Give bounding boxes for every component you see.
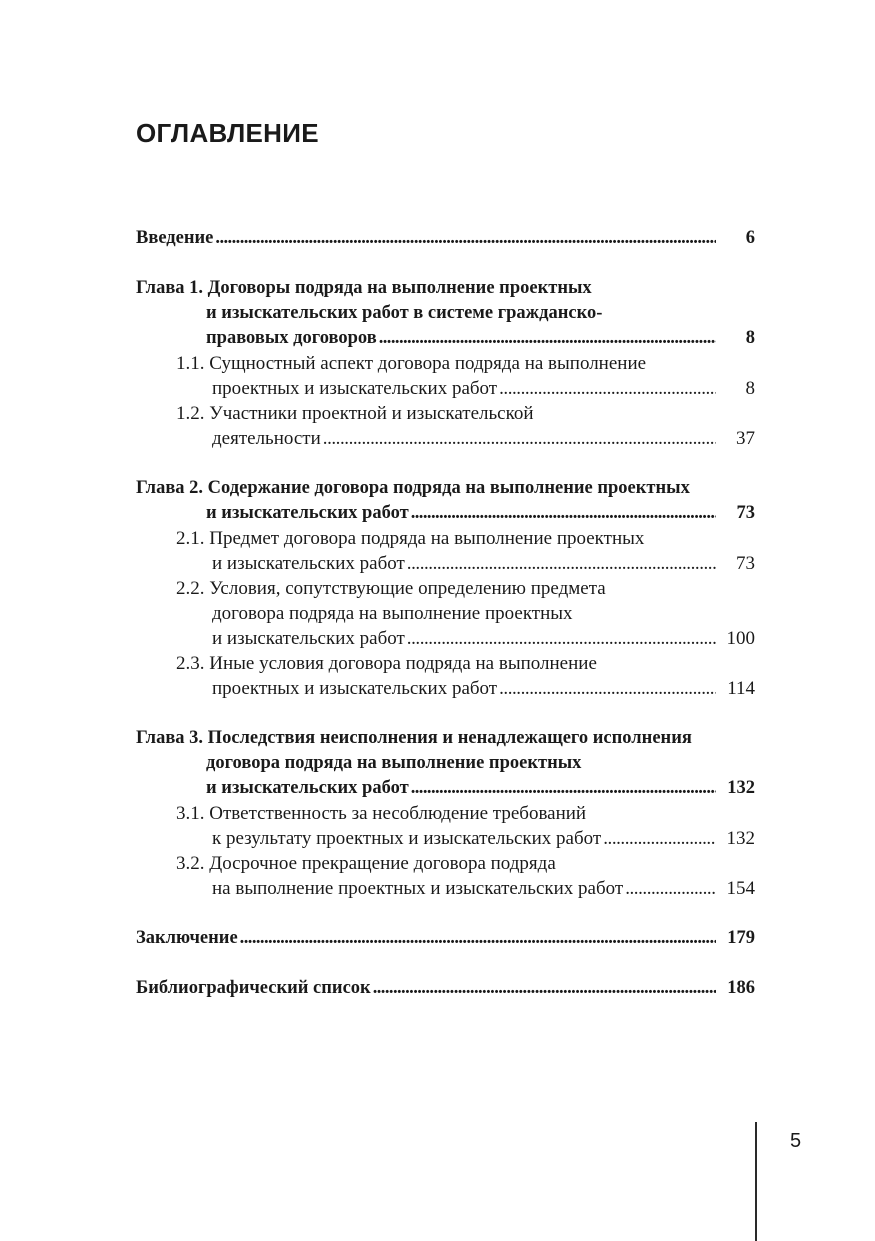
- toc-entry-label: Заключение: [136, 928, 238, 948]
- toc-section-title-line: 3.2. Досрочное прекращение договора подряда: [176, 853, 556, 874]
- toc-section-title-line: проектных и изыскательских работ: [212, 678, 498, 699]
- toc-section-2-3[interactable]: [136, 651, 755, 701]
- toc-entry-intro[interactable]: [136, 226, 755, 251]
- toc-page-number: 73: [736, 503, 755, 523]
- toc-chapter-3[interactable]: [136, 726, 755, 801]
- toc-page-number: 8: [745, 378, 755, 399]
- dot-leader: [373, 976, 716, 1001]
- dot-leader: [215, 226, 716, 251]
- toc-page-number: 8: [745, 328, 755, 348]
- toc-entry-bibliography[interactable]: [136, 976, 755, 1001]
- toc-section-title-line: 1.2. Участники проектной и изыскательской: [176, 403, 534, 424]
- toc-section-title-line: 2.1. Предмет договора подряда на выполнение проектных: [176, 528, 645, 549]
- toc-entry-label: Введение: [136, 228, 214, 248]
- toc-page-number: 100: [726, 628, 755, 649]
- toc-chapter-title-line: правовых договоров: [206, 328, 377, 348]
- toc-section-title-line: деятельности: [212, 428, 321, 449]
- toc-chapter-1[interactable]: [136, 276, 755, 351]
- toc-chapter-title-line: и изыскательских работ в системе гражданско-: [206, 303, 603, 323]
- toc-chapter-title-line: Глава 2. Содержание договора подряда на выполнение проектных: [136, 478, 690, 498]
- toc-section-2-2[interactable]: [136, 576, 755, 651]
- table-of-contents: [136, 226, 755, 1001]
- toc-section-title-line: 2.3. Иные условия договора подряда на выполнение: [176, 653, 597, 674]
- dot-leader: [411, 776, 716, 801]
- toc-section-title-line: и изыскательских работ: [212, 628, 405, 649]
- toc-chapter-title-line: и изыскательских работ: [206, 778, 409, 798]
- dot-leader: [625, 876, 716, 901]
- dot-leader: [379, 326, 716, 351]
- toc-chapter-2[interactable]: [136, 476, 755, 526]
- toc-page-number: 132: [726, 828, 755, 849]
- toc-section-1-1[interactable]: [136, 351, 755, 401]
- dot-leader: [603, 826, 716, 851]
- toc-chapter-title-line: Глава 3. Последствия неисполнения и ненадлежащего исполнения: [136, 728, 692, 748]
- toc-section-title-line: 3.1. Ответственность за несоблюдение требований: [176, 803, 587, 824]
- toc-page-number: 154: [726, 878, 755, 899]
- toc-section-title-line: и изыскательских работ: [212, 553, 405, 574]
- dot-leader: [499, 676, 716, 701]
- toc-entry-label: Библиографический список: [136, 978, 371, 998]
- dot-leader: [407, 626, 716, 651]
- toc-section-title-line: к результату проектных и изыскательских работ: [212, 828, 602, 849]
- toc-section-title-line: 1.1. Сущностный аспект договора подряда на выполнение: [176, 353, 647, 374]
- page-title: ОГЛАВЛЕНИЕ: [136, 118, 319, 148]
- toc-section-title-line: договора подряда на выполнение проектных: [212, 603, 573, 624]
- toc-section-3-1[interactable]: [136, 801, 755, 851]
- toc-page-number: 37: [736, 428, 755, 449]
- toc-entry-conclusion[interactable]: [136, 926, 755, 951]
- dot-leader: [323, 426, 716, 451]
- dot-leader: [499, 376, 716, 401]
- toc-section-2-1[interactable]: [136, 526, 755, 576]
- toc-chapter-title-line: Глава 1. Договоры подряда на выполнение проектных: [136, 278, 592, 298]
- toc-page-number: 114: [727, 678, 755, 699]
- toc-page-number: 179: [727, 928, 755, 948]
- toc-section-3-2[interactable]: [136, 851, 755, 901]
- footer-divider: [755, 1122, 757, 1241]
- toc-page-number: 73: [736, 553, 755, 574]
- toc-page-number: 6: [745, 228, 755, 248]
- dot-leader: [411, 501, 716, 526]
- toc-section-title-line: 2.2. Условия, сопутствующие определению предмета: [176, 578, 606, 599]
- toc-chapter-title-line: договора подряда на выполнение проектных: [206, 753, 582, 773]
- toc-page-number: 186: [727, 978, 755, 998]
- toc-section-title-line: на выполнение проектных и изыскательских работ: [212, 878, 624, 899]
- toc-section-1-2[interactable]: [136, 401, 755, 451]
- dot-leader: [407, 551, 716, 576]
- dot-leader: [240, 926, 716, 951]
- toc-chapter-title-line: и изыскательских работ: [206, 503, 409, 523]
- page-number: 5: [790, 1130, 802, 1152]
- toc-section-title-line: проектных и изыскательских работ: [212, 378, 498, 399]
- toc-page-number: 132: [727, 778, 755, 798]
